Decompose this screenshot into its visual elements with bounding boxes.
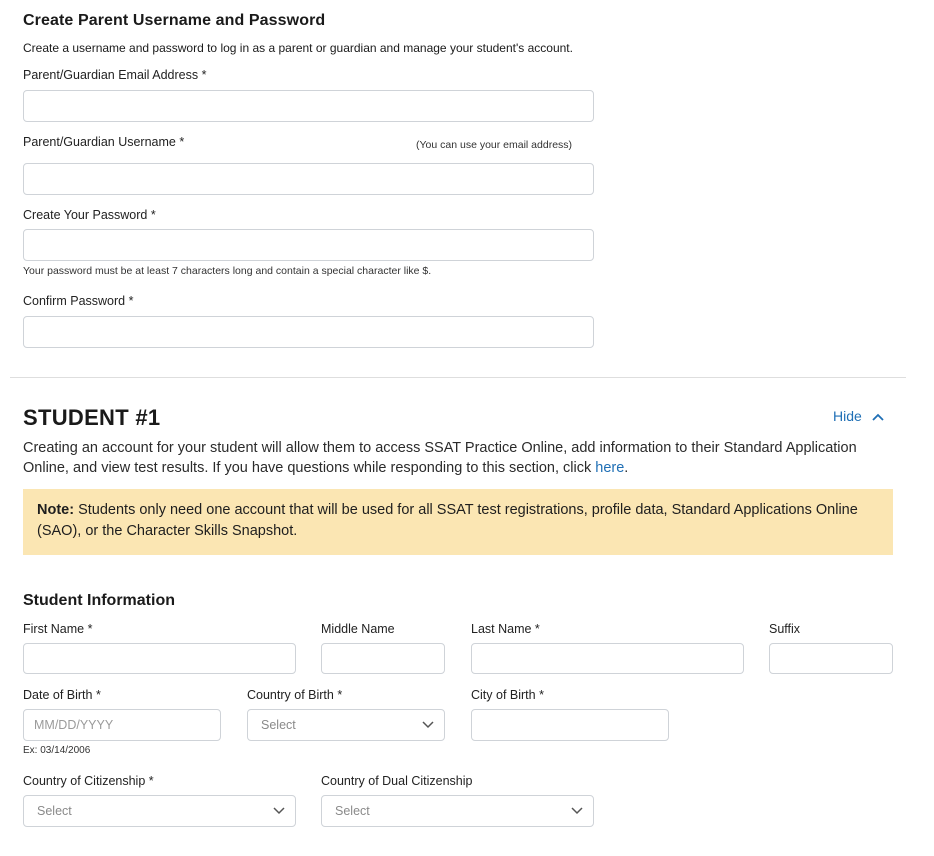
dual-citizenship-label: Country of Dual Citizenship [321,774,473,788]
confirm-password-field[interactable] [23,316,594,348]
suffix-field[interactable] [769,643,893,674]
student-heading: STUDENT #1 [23,405,161,430]
password-hint: Your password must be at least 7 characters long and contain a special character like $. [23,265,432,277]
password-field[interactable] [23,229,594,261]
username-hint: (You can use your email address) [416,139,573,151]
dob-label: Date of Birth * [23,688,101,702]
email-label: Parent/Guardian Email Address * [23,68,207,82]
note-box [23,489,893,555]
city-of-birth-field[interactable] [471,709,669,741]
first-name-label: First Name * [23,622,93,636]
section-divider [10,377,906,378]
country-of-birth-value: Select [261,718,296,732]
dob-example: Ex: 03/14/2006 [23,745,91,756]
middle-name-label: Middle Name [321,622,395,636]
citizenship-value: Select [37,804,72,818]
note-label: Note: [37,502,75,518]
suffix-label: Suffix [769,622,801,636]
note-text: Students only need one account that will be used for all SSAT test registrations, profile data, Standard Applications Online (SAO), or the Character Skills Snapshot. [37,502,858,539]
dual-citizenship-value: Select [335,804,370,818]
last-name-label: Last Name * [471,622,540,636]
password-label: Create Your Password * [23,208,156,222]
city-of-birth-label: City of Birth * [471,688,544,702]
student-description-text: Creating an account for your student will allow them to access SSAT Practice Online, add information to their Standard Application Online, and view test results. If you have questions while responding to this section, click [23,440,857,476]
username-field[interactable] [23,163,594,195]
student-description [23,438,883,478]
country-of-birth-label: Country of Birth * [247,688,343,702]
last-name-field[interactable] [471,643,744,674]
hide-toggle[interactable] [833,408,884,424]
dual-citizenship-select[interactable] [321,795,594,827]
student-description-end: . [624,460,629,476]
help-link[interactable]: here [595,460,625,476]
confirm-password-label: Confirm Password * [23,294,134,308]
email-field[interactable] [23,90,594,122]
chevron-down-icon [422,718,434,732]
parent-section-intro: Create a username and password to log in as a parent or guardian and manage your student's account. [23,41,573,55]
citizenship-label: Country of Citizenship * [23,774,154,788]
hide-label: Hide [833,408,862,424]
citizenship-select[interactable] [23,795,296,827]
middle-name-field[interactable] [321,643,445,674]
username-label: Parent/Guardian Username * [23,135,185,149]
parent-section-heading: Create Parent Username and Password [23,12,326,29]
chevron-down-icon [273,804,285,818]
chevron-down-icon [571,804,583,818]
first-name-field[interactable] [23,643,296,674]
dob-field[interactable] [23,709,221,741]
chevron-up-icon [872,408,884,424]
country-of-birth-select[interactable] [247,709,445,741]
student-info-heading: Student Information [23,592,175,609]
